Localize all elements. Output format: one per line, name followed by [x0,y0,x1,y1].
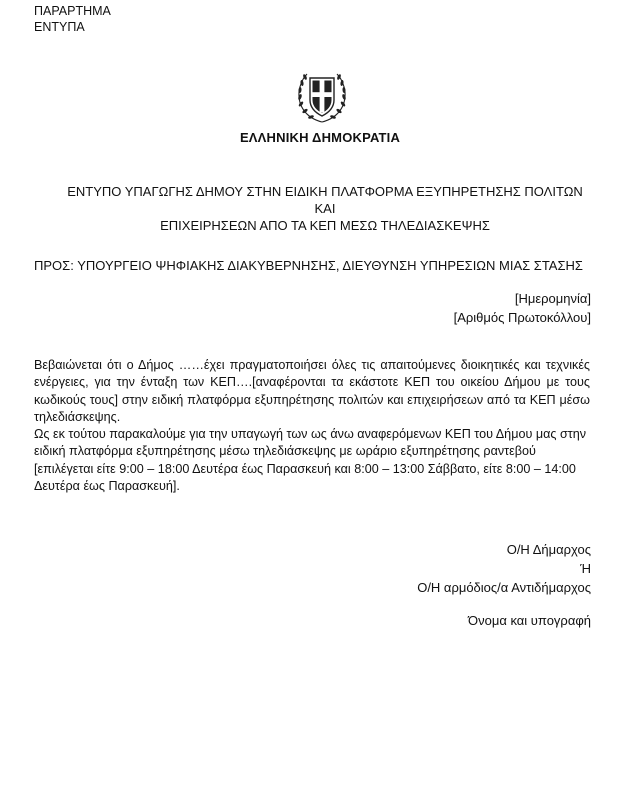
protocol-number-placeholder: [Αριθμός Πρωτοκόλλου] [453,310,591,325]
form-title [60,183,590,234]
recipient-line: ΠΡΟΣ: ΥΠΟΥΡΓΕΙΟ ΨΗΦΙΑΚΗΣ ΔΙΑΚΥΒΕΡΝΗΣΗΣ, ΔΙΕΥΘΥΝΣΗ ΥΠΗΡΕΣΙΩΝ ΜΙΑΣ ΣΤΑΣΗΣ [34,258,583,273]
request-paragraph: Ως εκ τούτου παρακαλούμε για την υπαγωγή των ως άνω αναφερόμενων ΚΕΠ του Δήμου μας στην ειδική πλατφόρμα εξυπηρέτησης μέσω τηλεδιάσκεψης με ωράριο εξυπηρέτησης ραντεβού [επιλέγεται είτε 9:00 – 18:00 Δευτέρα έως Παρασκευή και 8:00 – 13:00 Σάββατο, είτε 8:00 – 14:00 Δευτέρα έως Παρασκευή]. [34,427,586,494]
date-placeholder: [Ημερομηνία] [514,291,591,306]
forms-label: ΕΝΤΥΠΑ [34,20,85,34]
certification-paragraph: Βεβαιώνεται ότι ο Δήμος ……έχει πραγματοποιήσει όλες τις απαιτούμενες διοικητικές και τεχνικές ενέργειες, για την ένταξη των ΚΕΠ….[αναφέρονται τα εκάστοτε ΚΕΠ του οικείου Δήμου με τους κωδικούς τους] στην ειδική πλατφόρμα εξυπηρέτησης πολιτών και επιχειρήσεων από τα ΚΕΠ μέσω τηλεδιάσκεψης. [34,358,590,424]
deputy-mayor-label: Ο/Η αρμόδιος/α Αντιδήμαρχος [417,580,591,595]
name-and-signature-label: Όνομα και υπογραφή [468,613,591,628]
annex-heading [34,3,111,35]
republic-heading: ΕΛΛΗΝΙΚΗ ΔΗΜΟΚΡΑΤΙΑ [239,130,401,145]
body-text [34,357,590,495]
greek-coat-of-arms-icon [292,66,352,126]
form-title-line-1: ΕΝΤΥΠΟ ΥΠΑΓΩΓΗΣ ΔΗΜΟΥ ΣΤΗΝ ΕΙΔΙΚΗ ΠΛΑΤΦΟΡΜΑ ΕΞΥΠΗΡΕΤΗΣΗΣ ΠΟΛΙΤΩΝ ΚΑΙ [67,184,583,216]
mayor-label: Ο/Η Δήμαρχος [506,542,591,557]
form-title-line-2: ΕΠΙΧΕΙΡΗΣΕΩΝ ΑΠΟ ΤΑ ΚΕΠ ΜΕΣΩ ΤΗΛΕΔΙΑΣΚΕΨΗΣ [160,218,490,233]
or-label: Ή [580,561,591,576]
annex-label: ΠΑΡΑΡΤΗΜΑ [34,4,111,18]
